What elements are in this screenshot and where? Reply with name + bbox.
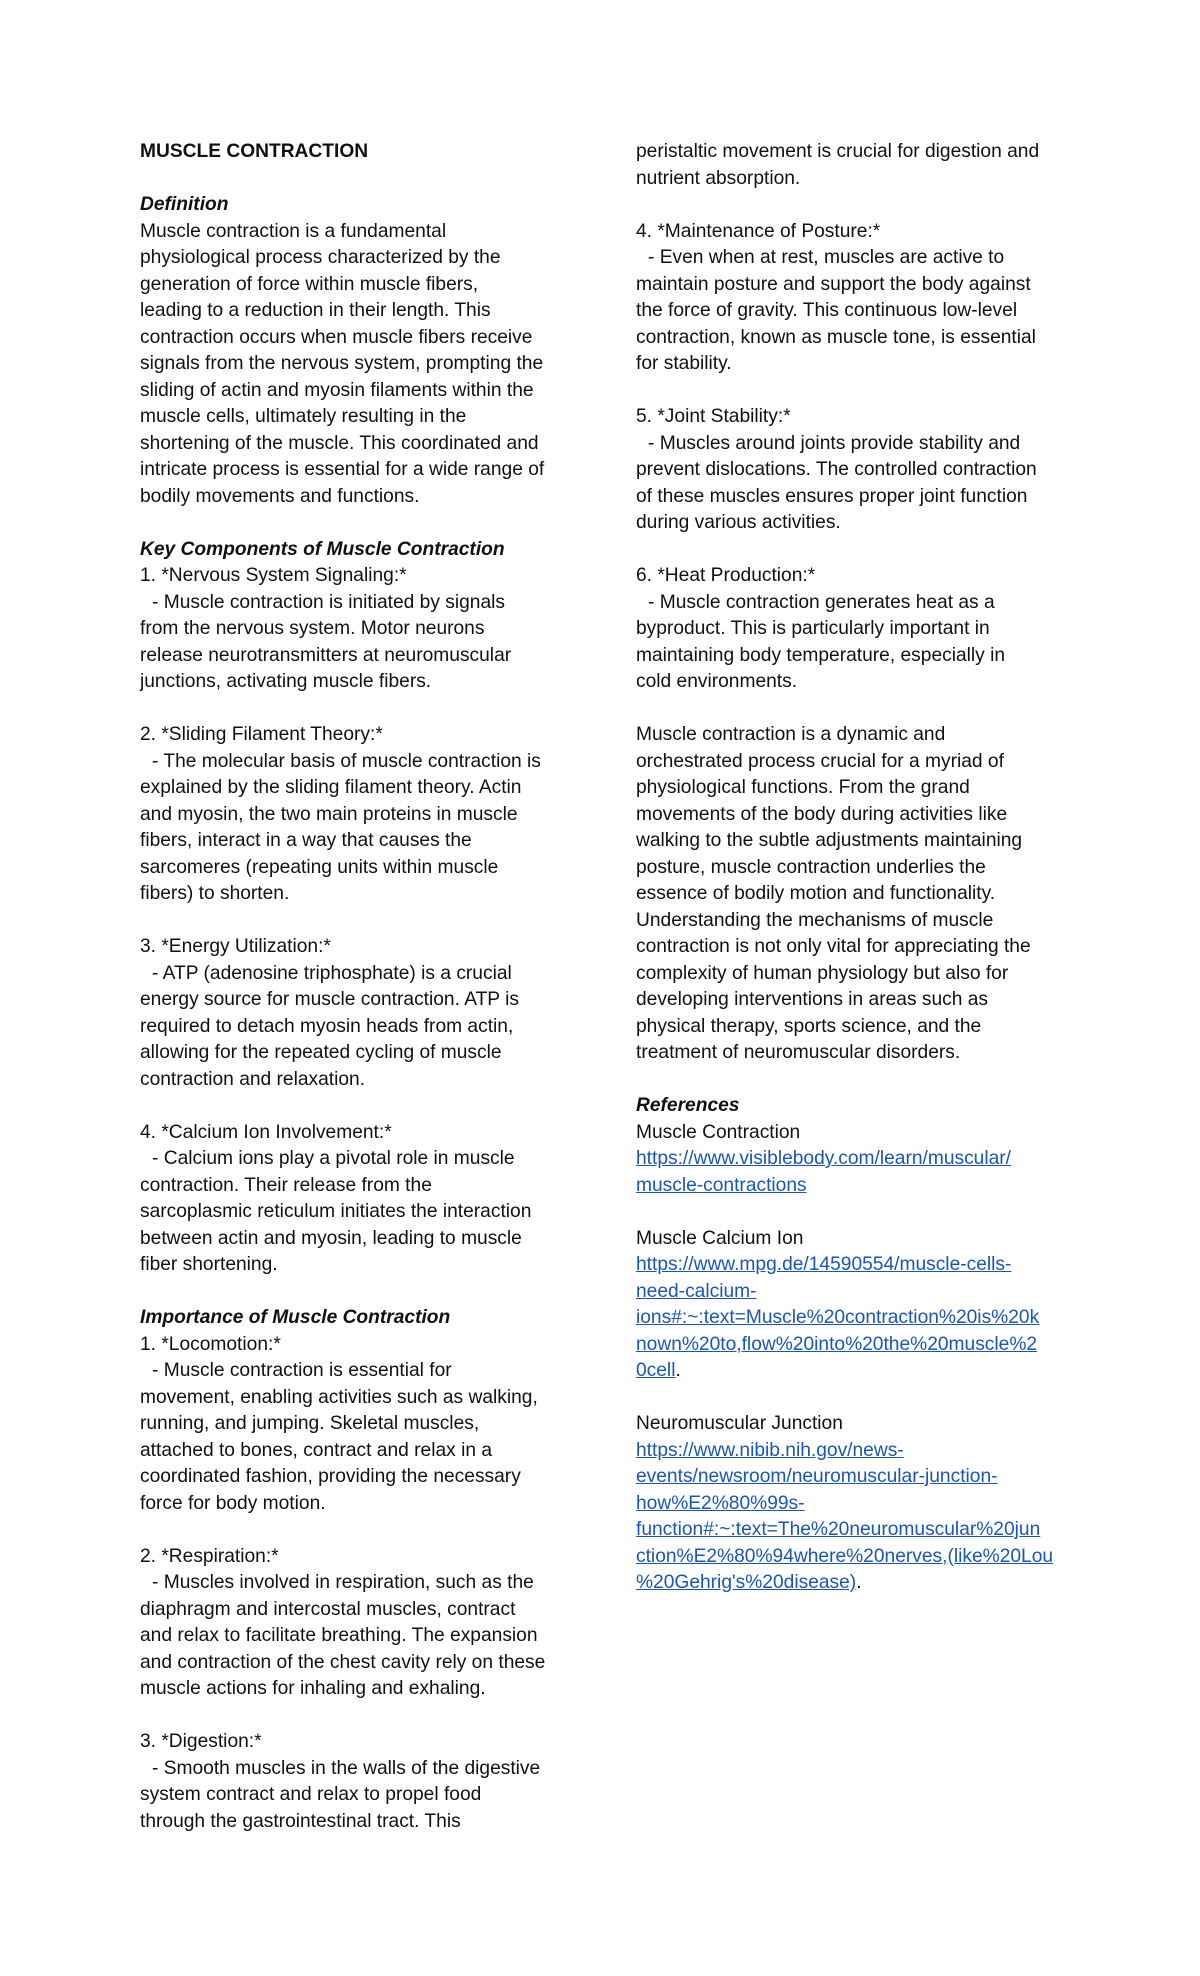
- item-title: 1. *Nervous System Signaling:*: [140, 565, 407, 586]
- conclusion-line: treatment of neuromuscular disorders.: [636, 1042, 961, 1063]
- item-line: - Even when at rest, muscles are active to: [648, 247, 1005, 268]
- key-component-item: [140, 537, 576, 696]
- importance-item-continued: [636, 139, 1072, 192]
- item-line: and relax to facilitate breathing. The expansion: [140, 1625, 538, 1646]
- definition-heading: Definition: [140, 194, 229, 215]
- item-title: 4. *Calcium Ion Involvement:*: [140, 1121, 392, 1143]
- item-line: - Calcium ions play a pivotal role in muscle: [152, 1148, 515, 1169]
- item-line: prevent dislocations. The controlled contraction: [636, 459, 1037, 480]
- conclusion-line: Muscle contraction is a dynamic and: [636, 724, 946, 745]
- conclusion-paragraph: [636, 722, 1072, 1067]
- key-component-item: [140, 934, 576, 1093]
- conclusion-line: essence of bodily motion and functionality.: [636, 883, 996, 904]
- item-line: through the gastrointestinal tract. This: [140, 1810, 461, 1832]
- reference-link-line[interactable]: how%E2%80%99s-: [636, 1492, 805, 1514]
- definition-section: [140, 192, 576, 510]
- item-line: cold environments.: [636, 671, 798, 692]
- item-line: and contraction of the chest cavity rely on these: [140, 1651, 546, 1673]
- conclusion-line: Understanding the mechanisms of muscle: [636, 909, 994, 931]
- reference-link-line[interactable]: 0cell: [636, 1360, 676, 1381]
- references-heading: References: [636, 1095, 740, 1116]
- definition-line: signals from the nervous system, prompting the: [140, 353, 544, 374]
- item-line: explained by the sliding filament theory. Actin: [140, 777, 522, 798]
- item-line: nutrient absorption.: [636, 167, 801, 189]
- item-title: 2. *Respiration:*: [140, 1545, 279, 1567]
- item-line: running, and jumping. Skeletal muscles,: [140, 1413, 480, 1434]
- item-line: fibers) to shorten.: [140, 883, 290, 904]
- reference-link-line[interactable]: ions#:~:text=Muscle%20contraction%20is%20k: [636, 1307, 1040, 1328]
- item-line: - Muscles involved in respiration, such as the: [152, 1572, 534, 1593]
- item-title: 3. *Digestion:*: [140, 1731, 262, 1752]
- item-line: - Muscles around joints provide stability and: [648, 432, 1021, 454]
- item-line: byproduct. This is particularly important in: [636, 618, 990, 639]
- item-line: - Smooth muscles in the walls of the digestive: [152, 1757, 541, 1779]
- reference-link-line[interactable]: function#:~:text=The%20neuromuscular%20jun: [636, 1519, 1041, 1540]
- item-line: of these muscles ensures proper joint function: [636, 485, 1028, 507]
- item-line: - ATP (adenosine triphosphate) is a crucial: [152, 962, 512, 984]
- reference-item: [636, 1411, 1072, 1597]
- reference-link[interactable]: [636, 1252, 1072, 1358]
- definition-line: bodily movements and functions.: [140, 485, 420, 507]
- importance-heading: Importance of Muscle Contraction: [140, 1307, 451, 1328]
- importance-item: [636, 404, 1072, 537]
- item-line: fibers, interact in a way that causes the: [140, 830, 472, 851]
- item-line: fiber shortening.: [140, 1254, 278, 1275]
- definition-line: shortening of the muscle. This coordinated and: [140, 432, 539, 454]
- right-column: [636, 139, 1072, 1623]
- reference-label: Muscle Contraction: [636, 1121, 801, 1143]
- item-line: between actin and myosin, leading to muscle: [140, 1227, 522, 1249]
- item-line: contraction, known as muscle tone, is essential: [636, 326, 1036, 348]
- reference-link[interactable]: [636, 1438, 1072, 1571]
- item-title: 1. *Locomotion:*: [140, 1333, 281, 1355]
- item-line: energy source for muscle contraction. ATP is: [140, 989, 519, 1010]
- item-line: peristaltic movement is crucial for digestion and: [636, 141, 1040, 162]
- definition-line: contraction occurs when muscle fibers receive: [140, 326, 533, 348]
- item-line: during various activities.: [636, 512, 841, 533]
- definition-line: sliding of actin and myosin filaments within the: [140, 379, 534, 401]
- item-line: maintaining body temperature, especially in: [636, 644, 1006, 666]
- item-line: attached to bones, contract and relax in a: [140, 1439, 492, 1461]
- item-line: and myosin, the two main proteins in muscle: [140, 803, 518, 825]
- conclusion-line: orchestrated process crucial for a myriad of: [636, 750, 1004, 772]
- item-line: system contract and relax to propel food: [140, 1784, 482, 1805]
- reference-item: [636, 1226, 1072, 1385]
- item-line: from the nervous system. Motor neurons: [140, 618, 485, 639]
- key-components-heading: Key Components of Muscle Contraction: [140, 538, 505, 560]
- item-line: muscle actions for inhaling and exhaling.: [140, 1678, 486, 1699]
- item-line: coordinated fashion, providing the necessary: [140, 1466, 521, 1487]
- conclusion-line: movements of the body during activities like: [636, 803, 1008, 825]
- item-line: force for body motion.: [140, 1492, 326, 1514]
- definition-line: leading to a reduction in their length. This: [140, 300, 491, 321]
- reference-link[interactable]: [636, 1146, 1072, 1199]
- item-line: - Muscle contraction is initiated by signals: [152, 591, 505, 613]
- conclusion-line: physical therapy, sports science, and the: [636, 1015, 982, 1037]
- reference-link-line[interactable]: ction%E2%80%94where%20nerves,(like%20Lou: [636, 1545, 1054, 1567]
- reference-item: [636, 1093, 1072, 1199]
- item-line: - The molecular basis of muscle contraction is: [152, 750, 541, 772]
- importance-item: [140, 1729, 576, 1835]
- reference-link-line[interactable]: need-calcium-: [636, 1280, 757, 1302]
- conclusion-line: contraction is not only vital for appreciating the: [636, 936, 1031, 957]
- item-line: sarcoplasmic reticulum initiates the interaction: [140, 1201, 532, 1222]
- reference-link-line[interactable]: nown%20to,flow%20into%20the%20muscle%2: [636, 1333, 1038, 1355]
- reference-link-line[interactable]: https://www.visiblebody.com/learn/muscular/: [636, 1148, 1012, 1169]
- reference-link-line[interactable]: events/newsroom/neuromuscular-junction-: [636, 1466, 998, 1487]
- conclusion-line: complexity of human physiology but also for: [636, 962, 1009, 984]
- definition-line: Muscle contraction is a fundamental: [140, 220, 447, 242]
- reference-suffix: .: [856, 1572, 862, 1593]
- reference-link-line[interactable]: muscle-contractions: [636, 1174, 807, 1196]
- importance-item: [140, 1544, 576, 1703]
- item-line: contraction. Their release from the: [140, 1174, 432, 1196]
- item-title: 6. *Heat Production:*: [636, 565, 816, 586]
- item-line: allowing for the repeated cycling of muscle: [140, 1042, 502, 1063]
- item-line: diaphragm and intercostal muscles, contract: [140, 1598, 516, 1620]
- item-line: for stability.: [636, 353, 732, 374]
- item-line: required to detach myosin heads from actin,: [140, 1015, 514, 1037]
- definition-line: generation of force within muscle fibers,: [140, 273, 479, 295]
- definition-line: physiological process characterized by the: [140, 247, 501, 268]
- item-title: 2. *Sliding Filament Theory:*: [140, 724, 383, 745]
- left-column: [140, 139, 576, 1835]
- item-line: contraction and relaxation.: [140, 1068, 366, 1090]
- conclusion-line: developing interventions in areas such as: [636, 989, 988, 1010]
- importance-item: [636, 563, 1072, 696]
- reference-link-line[interactable]: %20Gehrig's%20disease): [636, 1572, 857, 1593]
- reference-label: Muscle Calcium Ion: [636, 1227, 804, 1249]
- conclusion-line: physiological functions. From the grand: [636, 777, 970, 798]
- definition-line: intricate process is essential for a wide range of: [140, 459, 545, 480]
- item-line: junctions, activating muscle fibers.: [140, 671, 432, 692]
- reference-label: Neuromuscular Junction: [636, 1413, 843, 1434]
- reference-link-line[interactable]: https://www.nibib.nih.gov/news-: [636, 1439, 904, 1461]
- importance-item: [140, 1305, 576, 1517]
- item-line: movement, enabling activities such as walking,: [140, 1386, 538, 1408]
- key-component-item: [140, 722, 576, 908]
- item-line: the force of gravity. This continuous low-level: [636, 300, 1018, 321]
- item-title: 4. *Maintenance of Posture:*: [636, 220, 881, 242]
- importance-item: [636, 219, 1072, 378]
- item-title: 5. *Joint Stability:*: [636, 406, 791, 427]
- item-line: maintain posture and support the body against: [636, 273, 1031, 295]
- item-line: - Muscle contraction is essential for: [152, 1360, 452, 1381]
- item-line: release neurotransmitters at neuromuscular: [140, 644, 512, 666]
- reference-suffix: .: [675, 1360, 681, 1381]
- definition-line: muscle cells, ultimately resulting in the: [140, 406, 467, 427]
- key-component-item: [140, 1120, 576, 1279]
- item-line: - Muscle contraction generates heat as a: [648, 591, 995, 613]
- conclusion-line: walking to the subtle adjustments maintaining: [636, 830, 1023, 851]
- document-title: MUSCLE CONTRACTION: [140, 141, 369, 162]
- conclusion-line: posture, muscle contraction underlies the: [636, 856, 986, 878]
- reference-link-line[interactable]: https://www.mpg.de/14590554/muscle-cells-: [636, 1254, 1012, 1275]
- item-line: sarcomeres (repeating units within muscle: [140, 856, 499, 878]
- item-title: 3. *Energy Utilization:*: [140, 936, 331, 957]
